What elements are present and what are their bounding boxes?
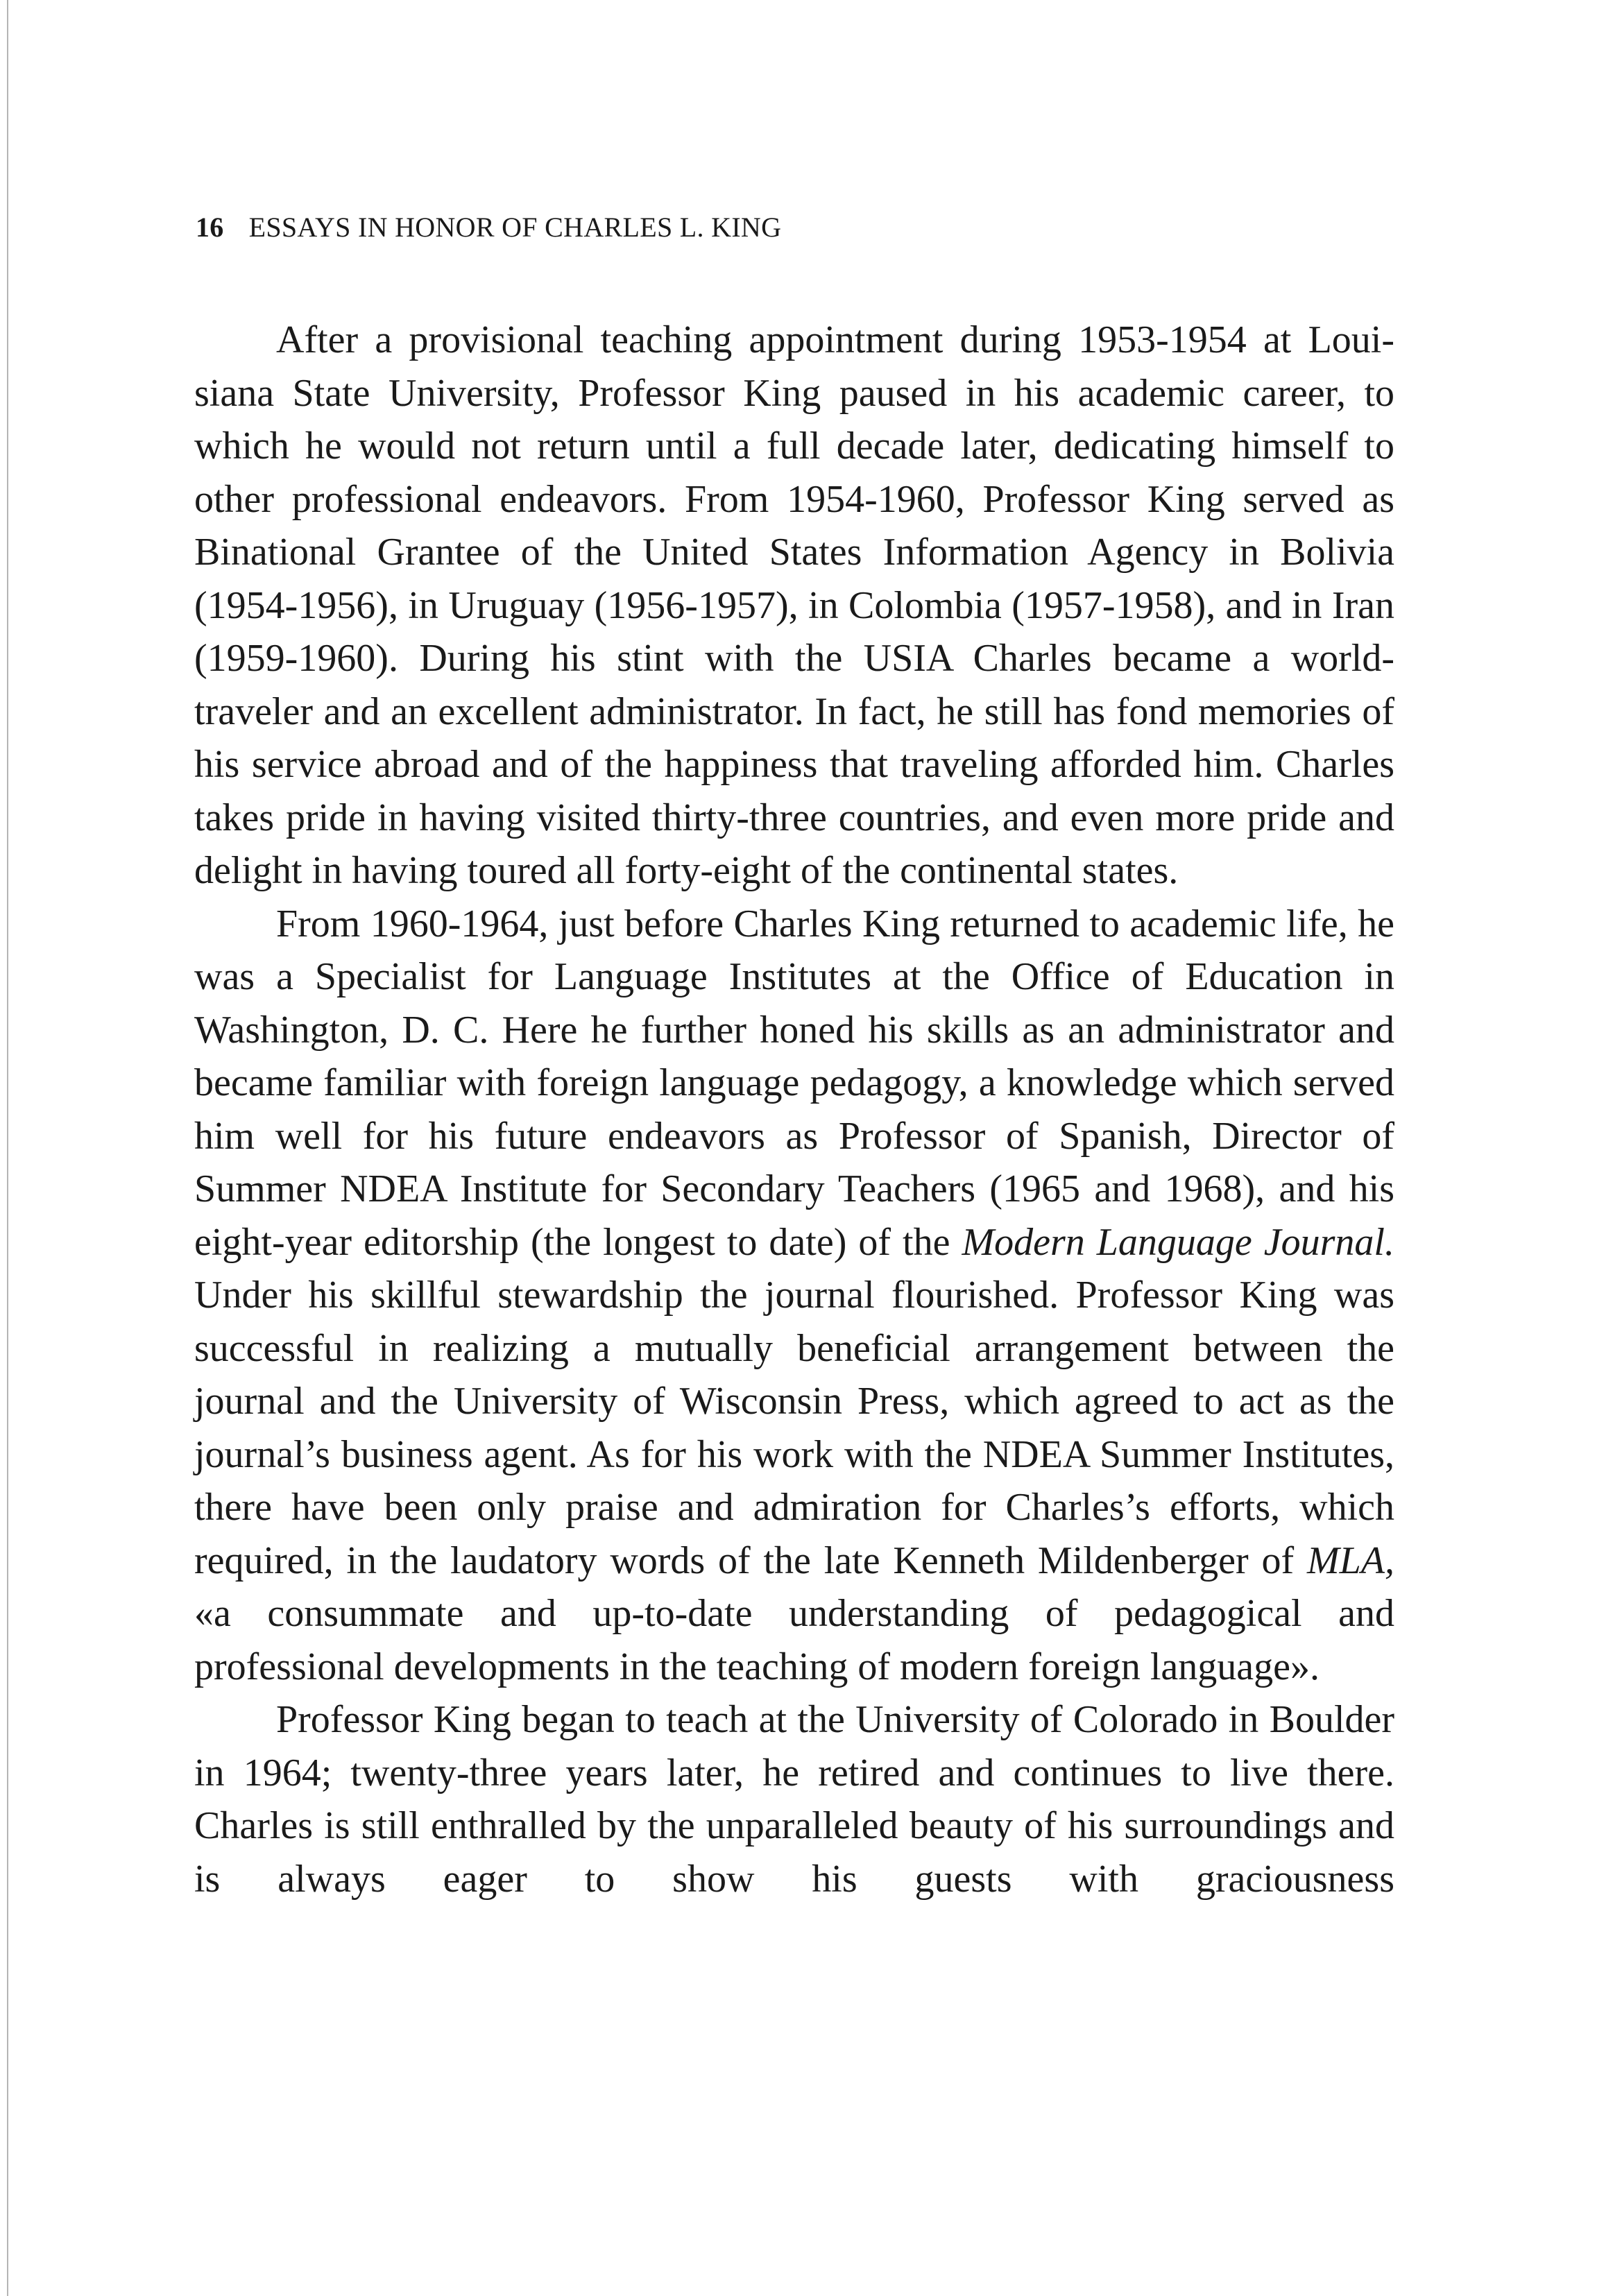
body-text [194,314,1394,1905]
paragraph-2-text-c: «a consummate and up-to-date understanding of pedagogical and professional developments in the teaching of modern foreign language». [194,1592,1394,1688]
running-head [196,208,781,247]
mla-name: MLA, [1307,1539,1394,1582]
journal-title: Modern Language Journal. [962,1220,1394,1264]
paragraph-2-text-b: Under his skillful stewardship the journal flourished. Professor King was successful in realizing a mutually beneficial arrangement between the journal and the University of Wisconsin Press, which agreed to act as the journal’s business agent. As for his work with the NDEA Summer Institutes, there have been only praise and admiration for Charles’s efforts, which required, in the laudatory words of the late Kenneth Mildenberger of [194,1274,1394,1582]
scan-edge-line [7,0,8,2296]
running-title: ESSAYS IN HONOR OF CHARLES L. KING [248,212,782,243]
paragraph-2-text-a: From 1960-1964, just before Charles King returned to academic life, he was a Specialist for Language Institutes at the Office of Education in Washington, D. C. Here he further honed his skills as an administrator and became familiar with foreign language pedagogy, a knowledge which served him well for his future endeavors as Professor of Spanish, Director of Summer NDEA Institute for Secondary Teachers (1965 and 1968), and his eight-year editorship (the longest to date) of the [194,902,1394,1264]
paragraph-university-of-colorado: Professor King began to teach at the University of Colorado in Boulder in 1964; twenty-three years later, he retired and continues to live there. Charles is still enthralled by the unparalleled beauty of his surroundings and is always eager to show his guests with graciousness [194,1698,1394,1901]
paragraph-office-of-education [194,898,1394,1694]
paragraph-usia-service: After a provisional teaching appointment during 1953-1954 at Louisiana State University, Professor King paused in his academic career, to which he would not return until a full decade later, dedicating himself to other professional endeavors. From 1954-1960, Professor King served as Binational Grantee of the United States Information Agency in Bolivia (1954-1956), in Uruguay (1956-1957), in Colombia (1957-1958), and in Iran (1959-1960). During his stint with the USIA Charles became a world-traveler and an excellent administrator. In fact, he still has fond memories of his service abroad and of the happiness that traveling afforded him. Charles takes pride in having visited thirty-three countries, and even more pride and delight in having toured all forty-eight of the continental states. [194,318,1394,892]
page-number: 16 [196,212,224,243]
